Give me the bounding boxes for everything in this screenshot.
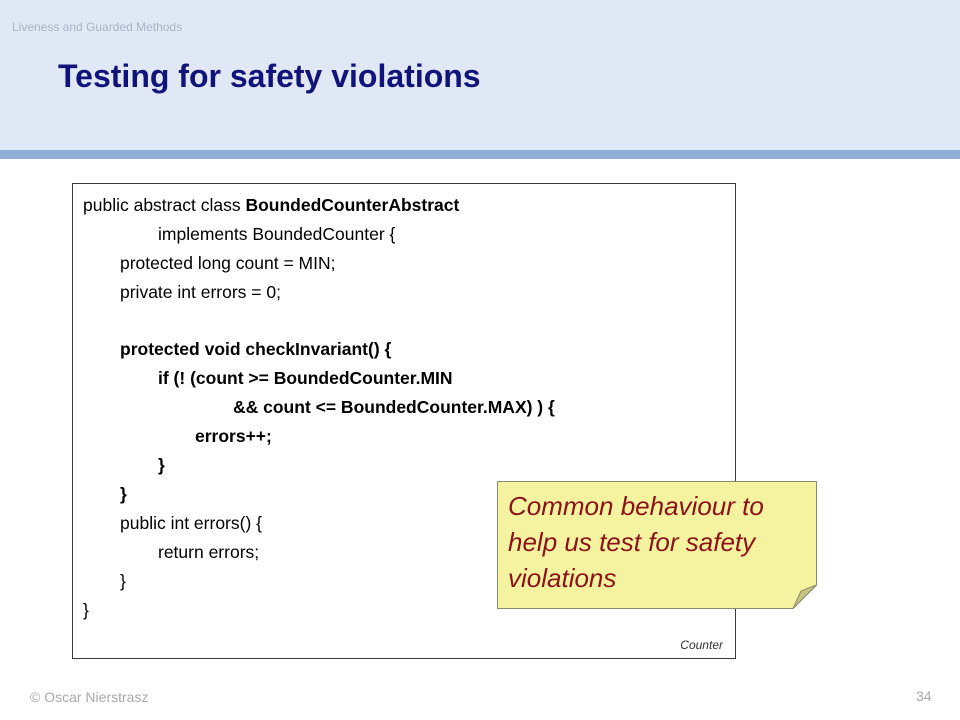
code-line-errors-method: public int errors() {	[120, 513, 262, 533]
sticky-note	[497, 481, 817, 609]
code-line-if-close: }	[158, 455, 165, 475]
code-line-count-field: protected long count = MIN;	[120, 253, 336, 273]
slide-header	[0, 0, 960, 150]
code-line-errors-method-close: }	[120, 571, 126, 591]
code-line-and-condition: && count <= BoundedCounter.MAX) ) {	[233, 397, 555, 417]
code-line-errors-field: private int errors = 0;	[120, 282, 281, 302]
box-caption: Counter	[680, 638, 723, 652]
section-label: Liveness and Guarded Methods	[12, 20, 183, 34]
slide-title: Testing for safety violations	[58, 58, 481, 94]
code-line-method-close: }	[120, 484, 127, 504]
footer-author: © Oscar Nierstrasz	[30, 689, 149, 705]
code-line-implements: implements BoundedCounter {	[158, 224, 396, 244]
code-line-class-declaration	[83, 195, 459, 215]
page-number: 34	[916, 688, 932, 704]
header-divider	[0, 150, 960, 159]
code-class-name: BoundedCounterAbstract	[245, 195, 460, 215]
code-line-class-close: }	[83, 600, 89, 620]
code-keywords: public abstract class	[83, 195, 246, 215]
code-line-return-errors: return errors;	[158, 542, 260, 562]
sticky-note-text: Common behaviour to help us test for safety violations	[508, 491, 764, 593]
code-line-if-condition: if (! (count >= BoundedCounter.MIN	[158, 368, 453, 388]
code-line-check-invariant: protected void checkInvariant() {	[120, 339, 392, 359]
code-line-errors-increment: errors++;	[195, 426, 272, 446]
